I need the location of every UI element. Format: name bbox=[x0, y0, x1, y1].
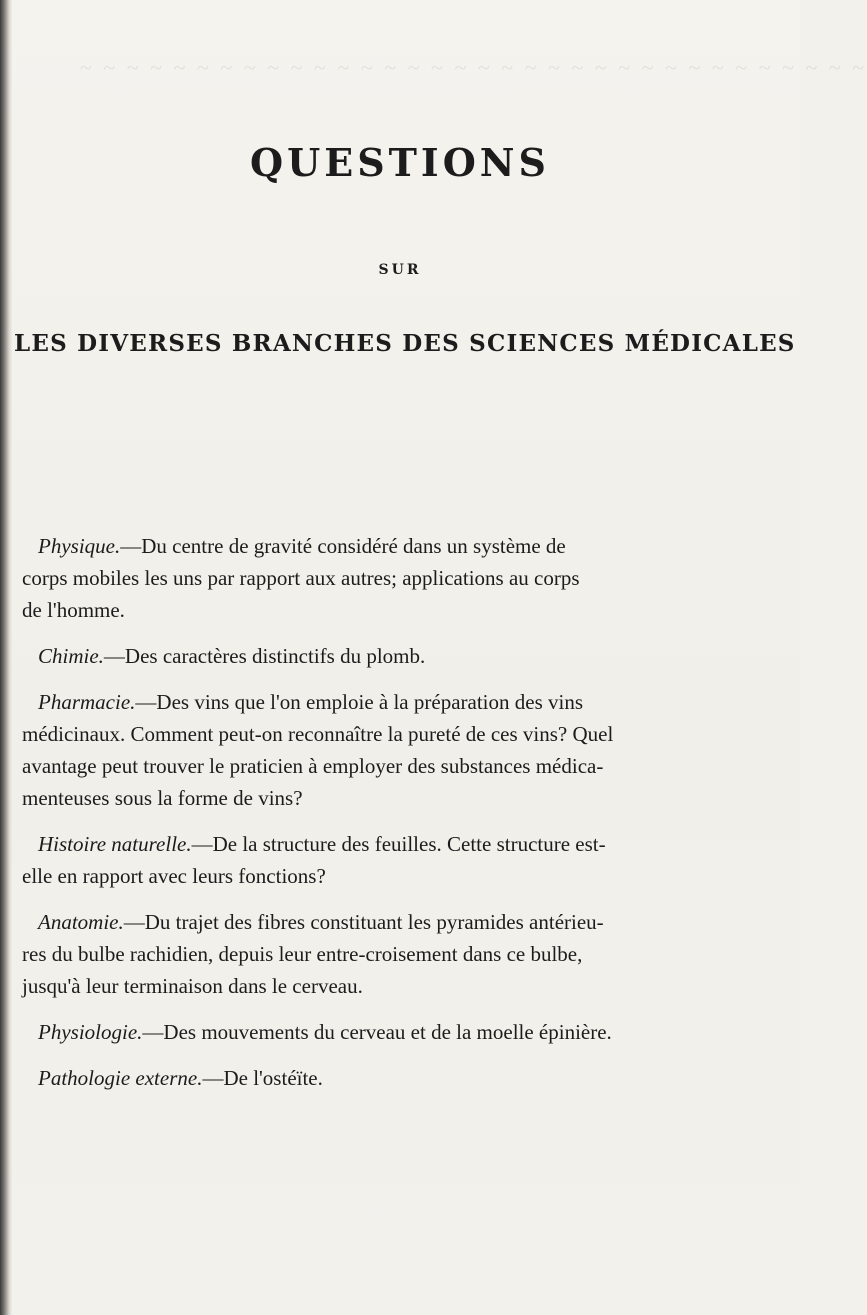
question-histoire-naturelle bbox=[22, 828, 782, 892]
question-physiologie bbox=[22, 1016, 782, 1048]
subject-label: Pharmacie. bbox=[38, 690, 136, 714]
show-through-texture: ~ ~ ~ ~ ~ ~ ~ ~ ~ ~ ~ ~ ~ ~ ~ ~ ~ ~ ~ ~ ~ ~ ~ ~ ~ ~ ~ ~ ~ ~ ~ ~ ~ ~ bbox=[80, 55, 867, 80]
question-chimie bbox=[22, 640, 782, 672]
question-text: —Des vins que l'on emploie à la préparation des vins bbox=[135, 690, 583, 714]
subject-label: Physique. bbox=[38, 534, 121, 558]
question-text: —Des mouvements du cerveau et de la moelle épinière. bbox=[142, 1020, 612, 1044]
question-pathologie-externe bbox=[22, 1062, 782, 1094]
question-text: —Du centre de gravité considéré dans un système de bbox=[120, 534, 566, 558]
page-subtitle: SUR bbox=[378, 262, 422, 278]
book-gutter-shadow bbox=[0, 0, 12, 1315]
question-pharmacie bbox=[22, 686, 782, 814]
question-list bbox=[22, 530, 782, 1108]
section-heading: LES DIVERSES BRANCHES DES SCIENCES MÉDICALES bbox=[14, 330, 796, 357]
question-line: menteuses sous la forme de vins? bbox=[22, 786, 303, 810]
subject-label: Chimie. bbox=[38, 644, 104, 668]
question-text: —Du trajet des fibres constituant les pyramides antérieu- bbox=[123, 910, 604, 934]
question-line: avantage peut trouver le praticien à employer des substances médica- bbox=[22, 754, 604, 778]
question-line: médicinaux. Comment peut-on reconnaître la pureté de ces vins? Quel bbox=[22, 722, 614, 746]
question-anatomie bbox=[22, 906, 782, 1002]
question-line: res du bulbe rachidien, depuis leur entre-croisement dans ce bulbe, bbox=[22, 942, 583, 966]
page-title: QUESTIONS bbox=[250, 140, 550, 185]
question-line: corps mobiles les uns par rapport aux autres; applications au corps bbox=[22, 566, 580, 590]
subject-label: Histoire naturelle. bbox=[38, 832, 192, 856]
subject-label: Anatomie. bbox=[38, 910, 124, 934]
subject-label: Physiologie. bbox=[38, 1020, 143, 1044]
question-physique bbox=[22, 530, 782, 626]
question-text: —De l'ostéïte. bbox=[202, 1066, 323, 1090]
question-line: elle en rapport avec leurs fonctions? bbox=[22, 864, 326, 888]
question-line: de l'homme. bbox=[22, 598, 125, 622]
subject-label: Pathologie externe. bbox=[38, 1066, 203, 1090]
question-text: —De la structure des feuilles. Cette structure est- bbox=[191, 832, 606, 856]
question-text: —Des caractères distinctifs du plomb. bbox=[103, 644, 426, 668]
question-line: jusqu'à leur terminaison dans le cerveau. bbox=[22, 974, 363, 998]
